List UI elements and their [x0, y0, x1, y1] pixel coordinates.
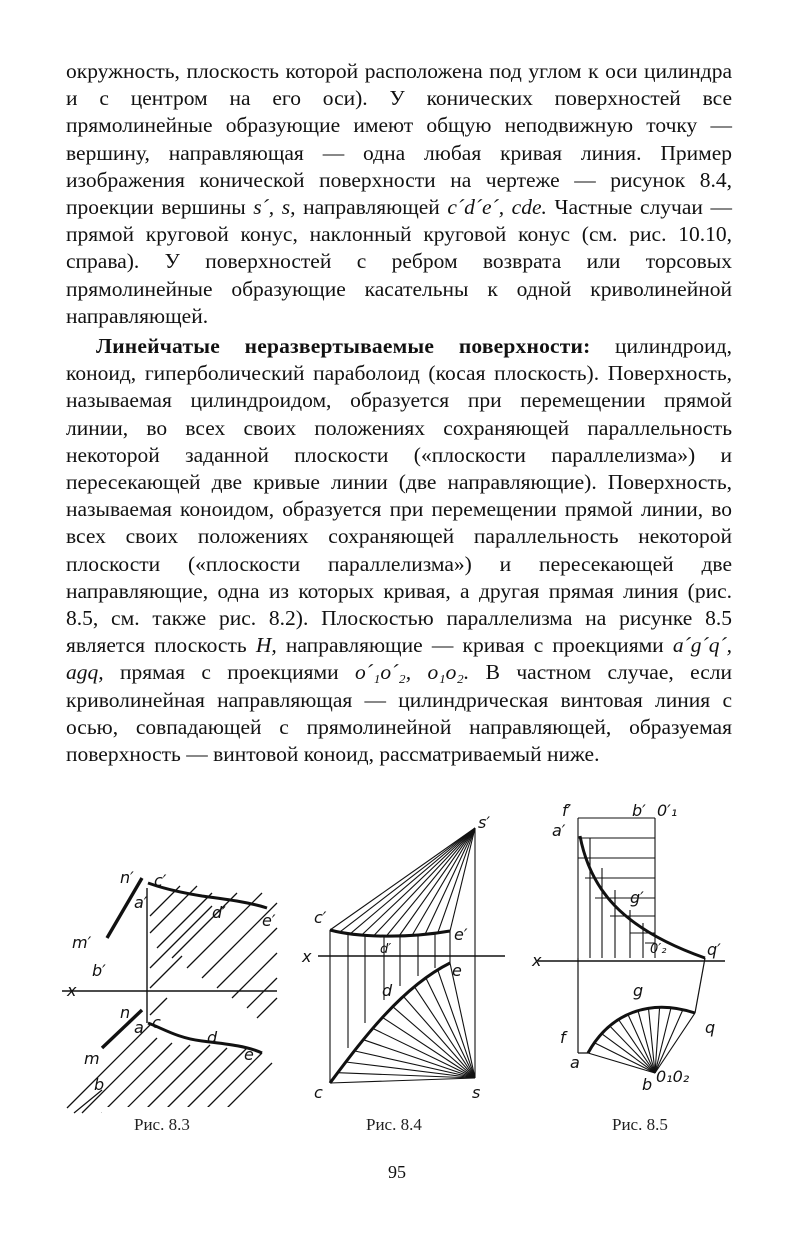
- curve-agq: [588, 1007, 695, 1053]
- generatrix-line: [450, 963, 475, 1078]
- label-b1: b′: [632, 801, 646, 820]
- generatrix-line: [412, 828, 475, 935]
- generatrix-line: [383, 1017, 476, 1078]
- label-q: q: [705, 1018, 716, 1037]
- label-c1: c′: [314, 908, 327, 927]
- label-a: a: [134, 1018, 144, 1037]
- label-d: d: [207, 1028, 218, 1047]
- figure-8-5-drawing: [530, 798, 730, 1108]
- generatrix-line: [602, 1034, 655, 1073]
- generatrix-line: [330, 1078, 475, 1083]
- label-s1: s′: [478, 813, 490, 832]
- label-n1: n′: [120, 868, 134, 887]
- label-x: x: [532, 951, 542, 970]
- paragraph2-text3: прямая с проекциями: [103, 660, 355, 685]
- figure-8-5: [530, 798, 730, 1108]
- label-m1: m′: [72, 933, 92, 952]
- label-f: f: [560, 1028, 566, 1047]
- label-x: x: [67, 981, 77, 1000]
- label-q1: q′: [707, 940, 721, 959]
- figure-8-4: [300, 808, 515, 1108]
- label-c: c: [152, 1013, 161, 1032]
- caption-8-3: Рис. 8.3: [134, 1115, 190, 1134]
- label-n: n: [120, 1003, 131, 1022]
- generatrix-line: [425, 828, 475, 934]
- label-a1: a′: [134, 893, 148, 912]
- generatrix-line: [374, 828, 475, 936]
- generatrix-line: [619, 1020, 656, 1074]
- label-g: g: [633, 981, 644, 1000]
- label-f1: f′: [562, 801, 572, 820]
- label-d1: d′: [380, 942, 392, 957]
- paragraph1-text: окружность, плоскость которой расположена под углом к оси цилиндра и с центром на его оси). У конических поверхностей все прямолинейные образующие имеют общую неподвижную точку — вершину, направляющая — одна любая кривая линия. Пример изображения конической поверхности на чертеже — рисунок 8.4, проекции вершины: [66, 59, 732, 220]
- caption-8-5: Рис. 8.5: [612, 1115, 668, 1134]
- generatrices-top: [330, 963, 475, 1083]
- label-e: e: [452, 961, 462, 980]
- label-o1o2: 0₁0₂: [656, 1067, 690, 1086]
- label-x: x: [302, 947, 312, 966]
- body-text: [66, 58, 732, 768]
- label-c1: c′: [154, 871, 167, 890]
- curve-projections: a´g´q´, agq,: [66, 633, 732, 685]
- guide-projections: c´d´e´, cde.: [447, 195, 547, 220]
- top-view-lines: [588, 1007, 695, 1073]
- generatrix-line: [649, 1008, 656, 1073]
- label-e1: e′: [262, 911, 276, 930]
- generatrix-line: [655, 1013, 695, 1073]
- paragraph-ruled-surfaces: [66, 333, 732, 768]
- vertex-projections: s´, s,: [253, 195, 296, 220]
- plane-h: H,: [255, 633, 277, 658]
- label-c: c: [314, 1083, 323, 1102]
- label-d1: d′: [212, 903, 226, 922]
- caption-8-4: Рис. 8.4: [366, 1115, 422, 1134]
- paragraph2-text4: В частном случае, если криволинейная направляющая — цилиндрическая винтовая линия с осью, совпадающей с прямолинейной направляющей, образуемая поверхность — винтовой коноид, рассматриваемый ниже.: [66, 660, 732, 767]
- label-b: b: [94, 1075, 105, 1094]
- paragraph2-text1: цилиндроид, коноид, гиперболический параболоид (косая плоскость). Поверхность, называемая цилиндроидом, образуется при перемещении прямой линии, во всех своих положениях сохраняющей параллельность некоторой заданной плоскости («плоскости параллелизма») и пересекающей две кривые линии (две направляющие). Поверхность, называемая коноидом, образуется при перемещении прямой линии, во всех своих положениях сохраняющей параллельность некоторой плоскости («плоскости параллелизма») и пересекающей две направляющие, одна из которых кривая, а другая прямая линия (рис. 8.5, см. также рис. 8.2). Плоскостью параллелизма на рисунке 8.5 является плоскость: [66, 334, 732, 658]
- generatrix-line: [340, 828, 475, 932]
- label-d: d: [382, 981, 393, 1000]
- paragraph2-text2: направляющие — кривая с проекциями: [276, 633, 673, 658]
- paragraph-conical-surfaces: [66, 58, 732, 330]
- generatrix-line: [414, 987, 475, 1078]
- label-o1: 0′₁: [657, 801, 678, 820]
- label-e: e: [244, 1045, 254, 1064]
- section-heading: Линейчатые неразвертываемые поверхности:: [96, 334, 591, 359]
- generatrix-line: [362, 828, 475, 935]
- label-b1: b′: [92, 961, 106, 980]
- label-a: a: [570, 1053, 580, 1072]
- generatrix-line: [373, 1028, 475, 1078]
- page-number: 95: [388, 1162, 406, 1182]
- label-a1: a′: [552, 821, 566, 840]
- label-g1: g′: [630, 888, 644, 907]
- label-s: s: [472, 1083, 481, 1102]
- line-projections: o´₁o´₂, o₁o₂.: [354, 660, 470, 685]
- label-b: b: [642, 1075, 653, 1094]
- figure-8-4-drawing: [300, 808, 515, 1108]
- paragraph1-mid: направляющей: [295, 195, 448, 220]
- paragraph1-tail: Частные случаи — прямой круговой конус, наклонный круговой конус (см. рис. 10.10, справа). У поверхностей с ребром возврата или торсовых прямолинейные образующие касательны к одной криволинейной направляющей.: [66, 195, 732, 328]
- generatrix-line: [330, 828, 475, 930]
- figure-8-3: [62, 828, 292, 1118]
- figures-row: [0, 790, 794, 1134]
- label-m: m: [84, 1049, 100, 1068]
- figure-8-3-drawing: [62, 828, 292, 1118]
- generatrices-front: [330, 828, 475, 936]
- generatrix-line: [426, 978, 475, 1078]
- label-e1: e′: [454, 925, 468, 944]
- label-o2: 0′₂: [650, 942, 667, 957]
